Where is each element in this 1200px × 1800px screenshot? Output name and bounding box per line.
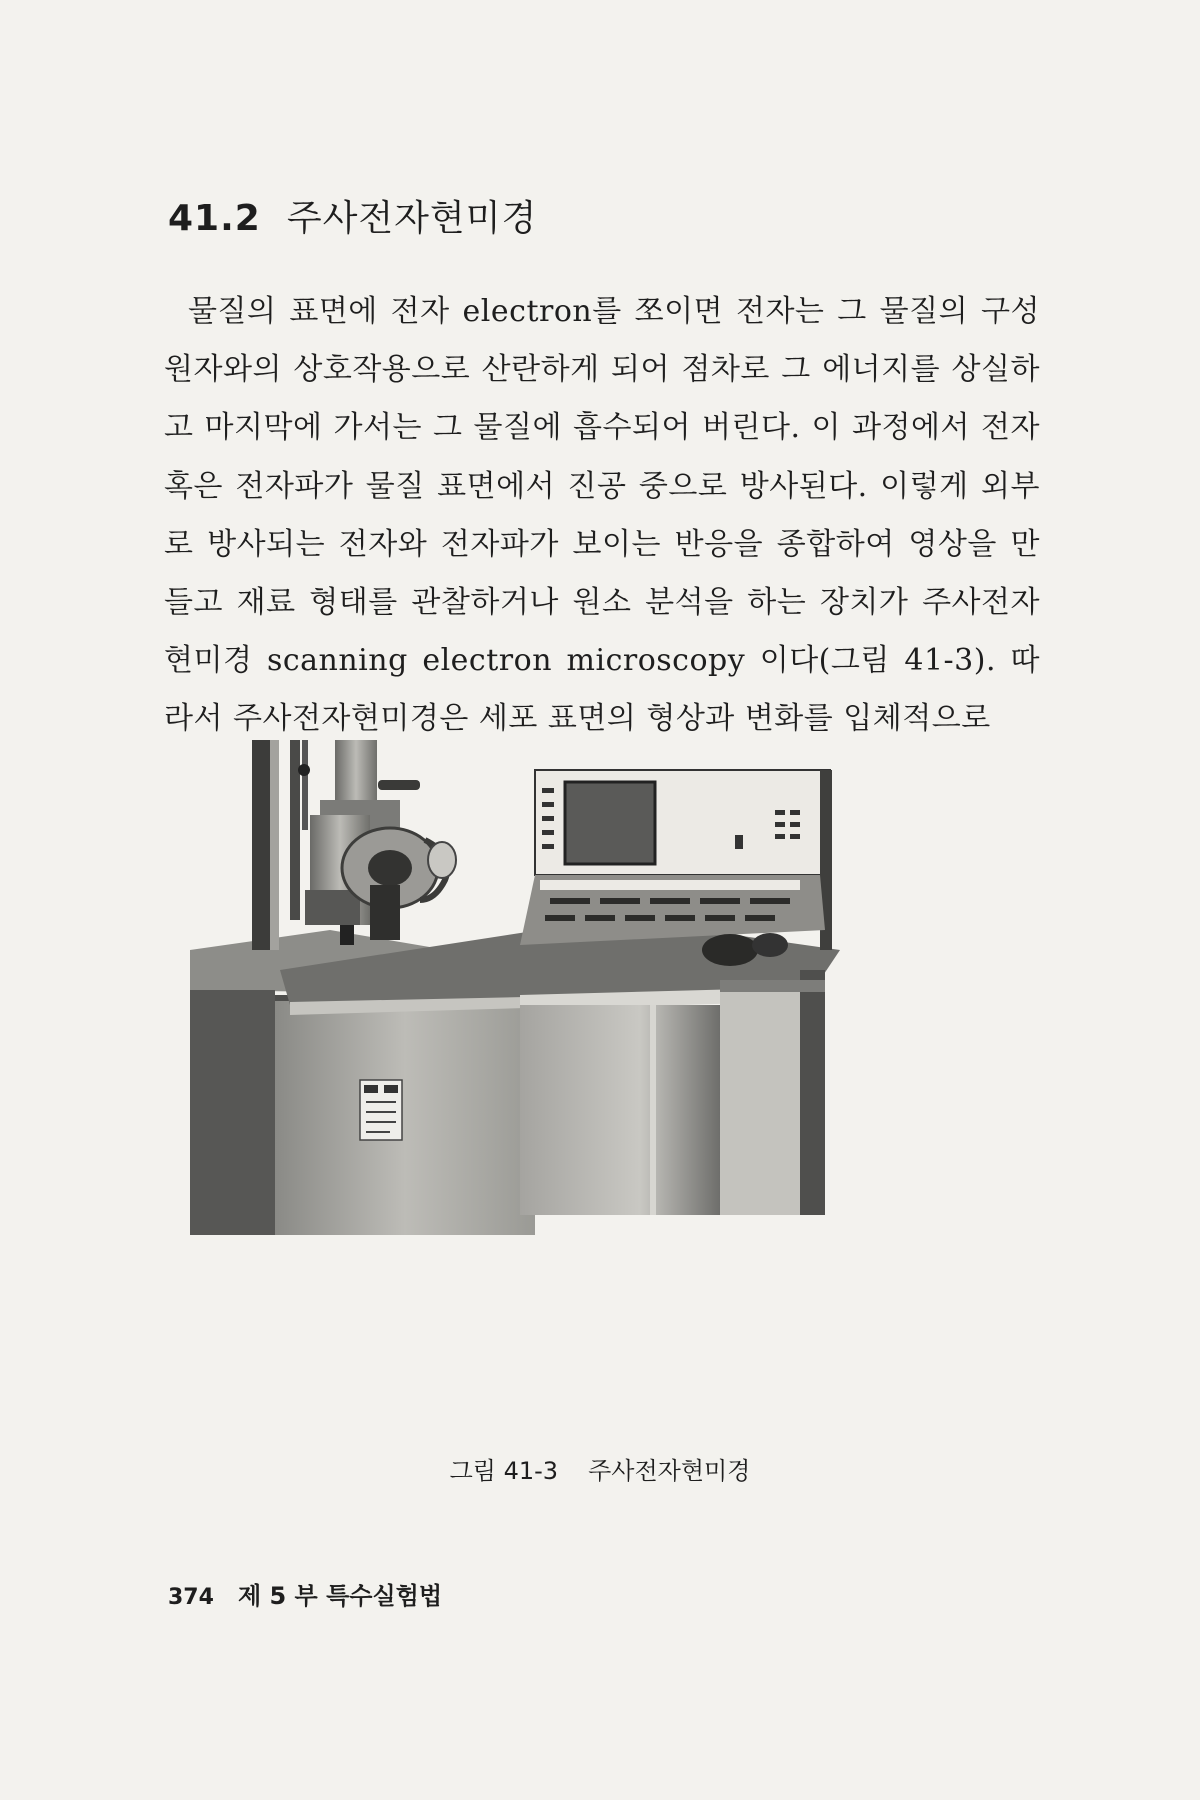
- figure-caption-text: 주사전자현미경: [588, 1457, 751, 1485]
- specimen-chamber: [340, 828, 456, 945]
- body-text: [164, 283, 1040, 749]
- right-cabinet: [520, 970, 825, 1215]
- section-heading: [168, 190, 537, 241]
- body-paragraph: 물질의 표면에 전자 electron를 쪼이면 전자는 그 물질의 구성 원자와의 상호작용으로 산란하게 되어 점차로 그 에너지를 상실하고 마지막에 가서는 그 물질에 흡수되어 버린다. 이 과정에서 전자 혹은 전자파가 물질 표면에서 진공 중으로 방사된다. 이렇게 외부로 방사되는 전자와 전자파가 보이는 반응을 종합하여 영상을 만들고 재료 형태를 관찰하거나 원소 분석을 하는 장치가 주사전자현미경 scanning electron microscopy 이다(그림 41-3). 따라서 주사전자현미경은 세포 표면의 형상과 변화를 입체적으로: [164, 294, 1040, 737]
- section-number: 41.2: [168, 198, 261, 239]
- page-number: 374: [168, 1585, 214, 1610]
- section-title: 주사전자현미경: [286, 198, 538, 239]
- part-label: 제 5 부: [237, 1582, 318, 1610]
- part-title: 특수실험법: [326, 1582, 442, 1610]
- cabinet-control-panel: [360, 1080, 402, 1140]
- figure-sem-photo: [180, 740, 1020, 1460]
- sem-instrument-illustration: [180, 740, 1020, 1460]
- figure-caption: [0, 1451, 1200, 1486]
- figure-label: 그림 41-3: [449, 1457, 559, 1485]
- page-footer: [168, 1576, 442, 1611]
